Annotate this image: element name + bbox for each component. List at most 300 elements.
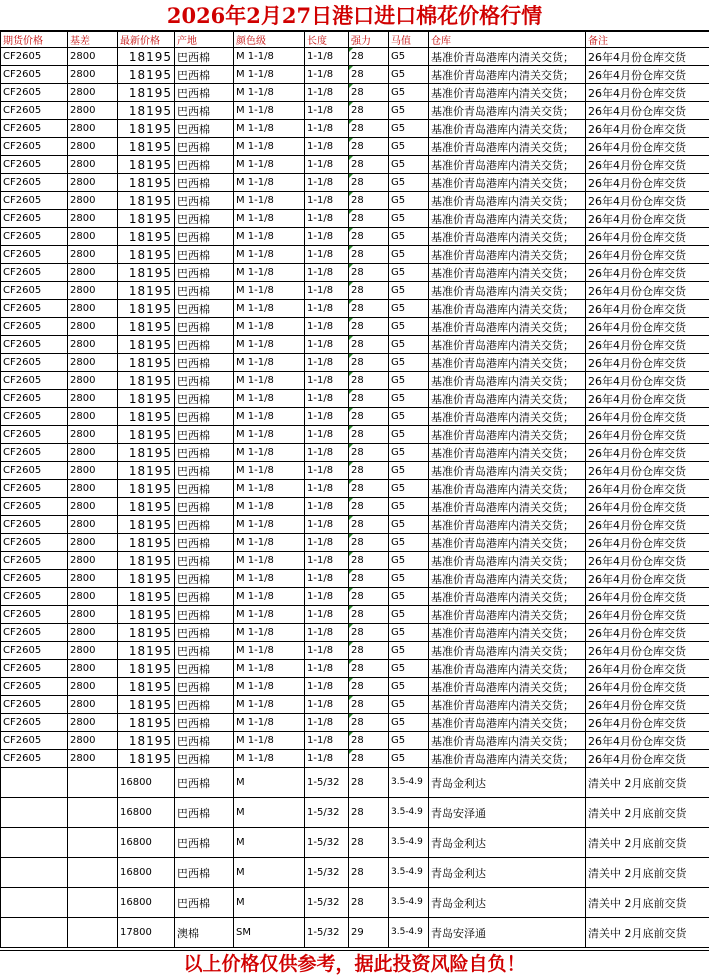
table-cell: CF2605 bbox=[1, 84, 68, 102]
table-cell: 巴西棉 bbox=[175, 354, 234, 372]
table-row bbox=[1, 498, 709, 516]
table-cell: 基准价青岛港库内清关交货； bbox=[429, 426, 586, 444]
table-cell: 2800 bbox=[68, 426, 118, 444]
table-cell: 1-1/8 bbox=[305, 426, 349, 444]
table-cell: G5 bbox=[389, 534, 429, 552]
table-cell: 2800 bbox=[68, 372, 118, 390]
table-cell: 1-1/8 bbox=[305, 264, 349, 282]
table-row bbox=[1, 156, 709, 174]
table-cell: 18195 bbox=[118, 102, 175, 120]
table-cell: G5 bbox=[389, 426, 429, 444]
table-cell: 18195 bbox=[118, 444, 175, 462]
table-cell: G5 bbox=[389, 192, 429, 210]
table-cell: 16800 bbox=[118, 858, 175, 888]
table-cell: 28 bbox=[349, 732, 389, 750]
table-cell: 1-1/8 bbox=[305, 318, 349, 336]
table-cell bbox=[1, 858, 68, 888]
table-cell: 28 bbox=[349, 336, 389, 354]
table-cell: CF2605 bbox=[1, 354, 68, 372]
table-cell: 1-1/8 bbox=[305, 462, 349, 480]
table-row bbox=[1, 228, 709, 246]
table-cell: 28 bbox=[349, 606, 389, 624]
table-cell: G5 bbox=[389, 624, 429, 642]
table-cell: 1-1/8 bbox=[305, 48, 349, 66]
table-cell: 巴西棉 bbox=[175, 138, 234, 156]
table-row bbox=[1, 714, 709, 732]
table-cell: 基准价青岛港库内清关交货； bbox=[429, 660, 586, 678]
table-cell: M 1-1/8 bbox=[234, 624, 305, 642]
table-cell: M bbox=[234, 768, 305, 798]
table-cell: 2800 bbox=[68, 246, 118, 264]
column-header: 期货价格 bbox=[1, 32, 68, 48]
table-cell: 26年4月份仓库交货 bbox=[586, 552, 709, 570]
table-cell: G5 bbox=[389, 462, 429, 480]
table-cell: 青岛安泽通 bbox=[429, 798, 586, 828]
table-cell: 3.5-4.9 bbox=[389, 768, 429, 798]
table-cell: 基准价青岛港库内清关交货； bbox=[429, 642, 586, 660]
table-cell: 基准价青岛港库内清关交货； bbox=[429, 750, 586, 768]
table-cell: 基准价青岛港库内清关交货； bbox=[429, 174, 586, 192]
table-row bbox=[1, 426, 709, 444]
table-cell: M 1-1/8 bbox=[234, 642, 305, 660]
table-cell: G5 bbox=[389, 570, 429, 588]
table-cell: 28 bbox=[349, 372, 389, 390]
table-cell: 1-1/8 bbox=[305, 732, 349, 750]
table-cell: 巴西棉 bbox=[175, 246, 234, 264]
table-cell: 1-5/32 bbox=[305, 888, 349, 918]
table-cell: 18195 bbox=[118, 426, 175, 444]
table-cell: 18195 bbox=[118, 228, 175, 246]
table-cell: M 1-1/8 bbox=[234, 138, 305, 156]
table-row bbox=[1, 408, 709, 426]
table-cell: 28 bbox=[349, 534, 389, 552]
table-cell: M 1-1/8 bbox=[234, 192, 305, 210]
table-cell: 18195 bbox=[118, 462, 175, 480]
table-cell: 基准价青岛港库内清关交货； bbox=[429, 84, 586, 102]
table-cell: G5 bbox=[389, 66, 429, 84]
table-cell: 16800 bbox=[118, 768, 175, 798]
table-row bbox=[1, 918, 709, 948]
table-cell: M bbox=[234, 888, 305, 918]
table-cell: 2800 bbox=[68, 138, 118, 156]
table-cell: 18195 bbox=[118, 390, 175, 408]
table-row bbox=[1, 120, 709, 138]
table-row bbox=[1, 534, 709, 552]
table-row bbox=[1, 390, 709, 408]
table-cell bbox=[68, 858, 118, 888]
table-cell: 1-1/8 bbox=[305, 714, 349, 732]
table-cell: 18195 bbox=[118, 354, 175, 372]
table-cell: M 1-1/8 bbox=[234, 606, 305, 624]
table-cell: 巴西棉 bbox=[175, 444, 234, 462]
table-row bbox=[1, 552, 709, 570]
table-row bbox=[1, 300, 709, 318]
table-cell: 18195 bbox=[118, 246, 175, 264]
table-cell: CF2605 bbox=[1, 624, 68, 642]
table-cell: 巴西棉 bbox=[175, 888, 234, 918]
price-table bbox=[0, 31, 709, 948]
table-cell: 18195 bbox=[118, 48, 175, 66]
table-row bbox=[1, 48, 709, 66]
table-cell: M 1-1/8 bbox=[234, 210, 305, 228]
table-cell: 1-5/32 bbox=[305, 918, 349, 948]
table-cell: 28 bbox=[349, 552, 389, 570]
table-cell: 28 bbox=[349, 174, 389, 192]
table-row bbox=[1, 462, 709, 480]
table-cell: 2800 bbox=[68, 48, 118, 66]
table-cell: 1-1/8 bbox=[305, 516, 349, 534]
table-cell: 1-1/8 bbox=[305, 282, 349, 300]
table-cell: M 1-1/8 bbox=[234, 318, 305, 336]
table-cell: CF2605 bbox=[1, 480, 68, 498]
table-cell: 26年4月份仓库交货 bbox=[586, 192, 709, 210]
table-cell: G5 bbox=[389, 372, 429, 390]
table-row bbox=[1, 642, 709, 660]
table-cell: 2800 bbox=[68, 552, 118, 570]
table-cell: M 1-1/8 bbox=[234, 120, 305, 138]
table-row bbox=[1, 66, 709, 84]
table-cell: G5 bbox=[389, 120, 429, 138]
table-cell: 26年4月份仓库交货 bbox=[586, 48, 709, 66]
table-cell: 2800 bbox=[68, 534, 118, 552]
table-cell: 26年4月份仓库交货 bbox=[586, 210, 709, 228]
table-row bbox=[1, 750, 709, 768]
table-cell: M 1-1/8 bbox=[234, 588, 305, 606]
table-cell: 巴西棉 bbox=[175, 696, 234, 714]
table-cell: 28 bbox=[349, 498, 389, 516]
table-cell: M 1-1/8 bbox=[234, 336, 305, 354]
column-header: 马值 bbox=[389, 32, 429, 48]
table-cell: 基准价青岛港库内清关交货； bbox=[429, 282, 586, 300]
table-cell: 2800 bbox=[68, 588, 118, 606]
table-cell: G5 bbox=[389, 228, 429, 246]
column-header: 颜色级 bbox=[234, 32, 305, 48]
table-row bbox=[1, 888, 709, 918]
table-cell: 28 bbox=[349, 48, 389, 66]
table-cell: G5 bbox=[389, 696, 429, 714]
table-cell: 青岛金利达 bbox=[429, 888, 586, 918]
table-cell: 28 bbox=[349, 642, 389, 660]
table-cell: M 1-1/8 bbox=[234, 696, 305, 714]
table-cell: 28 bbox=[349, 426, 389, 444]
table-cell: 2800 bbox=[68, 498, 118, 516]
table-cell: M 1-1/8 bbox=[234, 264, 305, 282]
table-cell: 2800 bbox=[68, 120, 118, 138]
table-cell: 清关中 2月底前交货 bbox=[586, 768, 709, 798]
table-cell: 2800 bbox=[68, 354, 118, 372]
table-cell bbox=[1, 918, 68, 948]
table-cell: G5 bbox=[389, 732, 429, 750]
table-cell: 2800 bbox=[68, 156, 118, 174]
table-cell bbox=[68, 828, 118, 858]
table-cell: 基准价青岛港库内清关交货； bbox=[429, 570, 586, 588]
table-cell: 巴西棉 bbox=[175, 732, 234, 750]
table-cell: 2800 bbox=[68, 714, 118, 732]
table-cell: 基准价青岛港库内清关交货； bbox=[429, 228, 586, 246]
table-cell: CF2605 bbox=[1, 192, 68, 210]
table-cell: M 1-1/8 bbox=[234, 246, 305, 264]
table-cell: G5 bbox=[389, 516, 429, 534]
table-cell: 1-1/8 bbox=[305, 246, 349, 264]
table-cell: 基准价青岛港库内清关交货； bbox=[429, 678, 586, 696]
table-cell: 巴西棉 bbox=[175, 678, 234, 696]
table-cell: 1-5/32 bbox=[305, 768, 349, 798]
table-cell: 2800 bbox=[68, 282, 118, 300]
table-cell: 2800 bbox=[68, 732, 118, 750]
table-cell: 18195 bbox=[118, 534, 175, 552]
table-cell: M 1-1/8 bbox=[234, 48, 305, 66]
table-cell: 18195 bbox=[118, 372, 175, 390]
table-cell bbox=[1, 828, 68, 858]
table-cell: 28 bbox=[349, 210, 389, 228]
table-cell: 26年4月份仓库交货 bbox=[586, 336, 709, 354]
table-cell: 清关中 2月底前交货 bbox=[586, 858, 709, 888]
table-cell: CF2605 bbox=[1, 264, 68, 282]
table-cell: CF2605 bbox=[1, 102, 68, 120]
table-cell: 基准价青岛港库内清关交货； bbox=[429, 498, 586, 516]
table-cell: 1-1/8 bbox=[305, 354, 349, 372]
table-cell: 28 bbox=[349, 300, 389, 318]
table-cell: 26年4月份仓库交货 bbox=[586, 732, 709, 750]
table-row bbox=[1, 696, 709, 714]
table-cell: 基准价青岛港库内清关交货； bbox=[429, 480, 586, 498]
table-row bbox=[1, 516, 709, 534]
table-cell: 2800 bbox=[68, 318, 118, 336]
table-cell: 26年4月份仓库交货 bbox=[586, 444, 709, 462]
table-cell: M 1-1/8 bbox=[234, 102, 305, 120]
table-row bbox=[1, 606, 709, 624]
table-cell: CF2605 bbox=[1, 282, 68, 300]
table-cell: G5 bbox=[389, 498, 429, 516]
table-cell: 2800 bbox=[68, 660, 118, 678]
table-cell: G5 bbox=[389, 714, 429, 732]
table-cell: M bbox=[234, 798, 305, 828]
table-cell: 青岛金利达 bbox=[429, 828, 586, 858]
table-cell: 28 bbox=[349, 102, 389, 120]
table-cell: 26年4月份仓库交货 bbox=[586, 354, 709, 372]
table-cell: 基准价青岛港库内清关交货； bbox=[429, 624, 586, 642]
table-cell: 16800 bbox=[118, 798, 175, 828]
table-cell: G5 bbox=[389, 588, 429, 606]
table-cell: G5 bbox=[389, 246, 429, 264]
table-cell: 清关中 2月底前交货 bbox=[586, 918, 709, 948]
table-cell: 18195 bbox=[118, 138, 175, 156]
table-cell: 基准价青岛港库内清关交货； bbox=[429, 318, 586, 336]
table-cell: 28 bbox=[349, 828, 389, 858]
table-cell: 26年4月份仓库交货 bbox=[586, 120, 709, 138]
table-cell: 29 bbox=[349, 918, 389, 948]
table-cell: 1-1/8 bbox=[305, 156, 349, 174]
table-cell: CF2605 bbox=[1, 300, 68, 318]
table-cell: M 1-1/8 bbox=[234, 660, 305, 678]
table-row bbox=[1, 678, 709, 696]
table-cell: 2800 bbox=[68, 174, 118, 192]
table-cell: 1-1/8 bbox=[305, 120, 349, 138]
table-cell: CF2605 bbox=[1, 318, 68, 336]
table-cell: 巴西棉 bbox=[175, 426, 234, 444]
table-cell: 28 bbox=[349, 696, 389, 714]
table-cell: 18195 bbox=[118, 660, 175, 678]
table-cell: 26年4月份仓库交货 bbox=[586, 570, 709, 588]
table-cell: 26年4月份仓库交货 bbox=[586, 228, 709, 246]
table-cell: 2800 bbox=[68, 606, 118, 624]
table-cell: 28 bbox=[349, 462, 389, 480]
table-cell: 26年4月份仓库交货 bbox=[586, 588, 709, 606]
table-cell: CF2605 bbox=[1, 696, 68, 714]
table-cell: 巴西棉 bbox=[175, 498, 234, 516]
column-header: 仓库 bbox=[429, 32, 586, 48]
table-cell bbox=[1, 798, 68, 828]
table-cell: 28 bbox=[349, 480, 389, 498]
disclaimer-footer: 以上价格仅供参考，据此投资风险自负！ bbox=[0, 950, 709, 977]
table-cell: 1-1/8 bbox=[305, 84, 349, 102]
table-cell: 1-1/8 bbox=[305, 102, 349, 120]
table-cell: 28 bbox=[349, 858, 389, 888]
table-cell: 28 bbox=[349, 570, 389, 588]
column-header: 备注 bbox=[586, 32, 709, 48]
table-row bbox=[1, 210, 709, 228]
table-cell: 1-1/8 bbox=[305, 606, 349, 624]
table-cell: 青岛金利达 bbox=[429, 768, 586, 798]
table-cell: G5 bbox=[389, 606, 429, 624]
table-cell: M 1-1/8 bbox=[234, 282, 305, 300]
table-cell: 巴西棉 bbox=[175, 480, 234, 498]
table-cell: CF2605 bbox=[1, 462, 68, 480]
table-cell: 28 bbox=[349, 444, 389, 462]
table-row bbox=[1, 336, 709, 354]
table-cell: CF2605 bbox=[1, 390, 68, 408]
column-header: 长度 bbox=[305, 32, 349, 48]
table-cell: 2800 bbox=[68, 678, 118, 696]
table-cell: CF2605 bbox=[1, 714, 68, 732]
table-cell: 巴西棉 bbox=[175, 462, 234, 480]
table-cell: 1-1/8 bbox=[305, 696, 349, 714]
table-cell: 1-1/8 bbox=[305, 300, 349, 318]
table-cell: G5 bbox=[389, 318, 429, 336]
table-cell: 26年4月份仓库交货 bbox=[586, 246, 709, 264]
table-cell: 1-1/8 bbox=[305, 372, 349, 390]
table-cell: 巴西棉 bbox=[175, 120, 234, 138]
table-cell: 巴西棉 bbox=[175, 516, 234, 534]
table-cell: CF2605 bbox=[1, 426, 68, 444]
table-cell: 28 bbox=[349, 282, 389, 300]
table-cell: 巴西棉 bbox=[175, 570, 234, 588]
table-cell: 28 bbox=[349, 84, 389, 102]
column-header: 产地 bbox=[175, 32, 234, 48]
table-cell: CF2605 bbox=[1, 210, 68, 228]
table-cell: M 1-1/8 bbox=[234, 156, 305, 174]
table-cell: CF2605 bbox=[1, 228, 68, 246]
table-cell: 基准价青岛港库内清关交货； bbox=[429, 210, 586, 228]
table-cell: G5 bbox=[389, 282, 429, 300]
table-cell: 26年4月份仓库交货 bbox=[586, 372, 709, 390]
table-cell: 26年4月份仓库交货 bbox=[586, 624, 709, 642]
table-cell: M 1-1/8 bbox=[234, 390, 305, 408]
table-cell: M 1-1/8 bbox=[234, 300, 305, 318]
table-cell: 基准价青岛港库内清关交货； bbox=[429, 246, 586, 264]
table-cell: 18195 bbox=[118, 174, 175, 192]
table-cell: M 1-1/8 bbox=[234, 552, 305, 570]
table-cell: 1-1/8 bbox=[305, 570, 349, 588]
table-cell: 18195 bbox=[118, 552, 175, 570]
table-cell: M 1-1/8 bbox=[234, 714, 305, 732]
table-cell: 基准价青岛港库内清关交货； bbox=[429, 264, 586, 282]
table-cell: 1-1/8 bbox=[305, 336, 349, 354]
table-cell: M 1-1/8 bbox=[234, 444, 305, 462]
table-cell: G5 bbox=[389, 660, 429, 678]
table-cell: 26年4月份仓库交货 bbox=[586, 462, 709, 480]
table-cell: 巴西棉 bbox=[175, 48, 234, 66]
table-cell: 26年4月份仓库交货 bbox=[586, 498, 709, 516]
table-cell: CF2605 bbox=[1, 246, 68, 264]
table-cell: M 1-1/8 bbox=[234, 228, 305, 246]
table-cell: 26年4月份仓库交货 bbox=[586, 138, 709, 156]
table-cell: 2800 bbox=[68, 444, 118, 462]
table-cell: M 1-1/8 bbox=[234, 732, 305, 750]
table-cell: 巴西棉 bbox=[175, 768, 234, 798]
table-cell: 18195 bbox=[118, 624, 175, 642]
table-cell bbox=[68, 918, 118, 948]
table-cell: 26年4月份仓库交货 bbox=[586, 426, 709, 444]
table-cell: 巴西棉 bbox=[175, 372, 234, 390]
table-cell: 1-1/8 bbox=[305, 174, 349, 192]
table-cell: 28 bbox=[349, 660, 389, 678]
table-cell: G5 bbox=[389, 750, 429, 768]
table-cell: G5 bbox=[389, 408, 429, 426]
table-cell: 基准价青岛港库内清关交货； bbox=[429, 102, 586, 120]
table-cell: 巴西棉 bbox=[175, 210, 234, 228]
table-cell: 1-1/8 bbox=[305, 750, 349, 768]
table-cell: G5 bbox=[389, 102, 429, 120]
table-cell: 18195 bbox=[118, 642, 175, 660]
table-cell: 基准价青岛港库内清关交货； bbox=[429, 372, 586, 390]
table-row bbox=[1, 768, 709, 798]
table-cell: 18195 bbox=[118, 480, 175, 498]
table-cell: M 1-1/8 bbox=[234, 480, 305, 498]
table-cell: 28 bbox=[349, 678, 389, 696]
table-cell: 清关中 2月底前交货 bbox=[586, 888, 709, 918]
table-row bbox=[1, 732, 709, 750]
table-row bbox=[1, 798, 709, 828]
table-cell: 26年4月份仓库交货 bbox=[586, 480, 709, 498]
table-cell: 巴西棉 bbox=[175, 534, 234, 552]
table-cell: 28 bbox=[349, 888, 389, 918]
table-cell: SM bbox=[234, 918, 305, 948]
table-cell: 3.5-4.9 bbox=[389, 888, 429, 918]
table-cell: 基准价青岛港库内清关交货； bbox=[429, 390, 586, 408]
table-cell: G5 bbox=[389, 156, 429, 174]
table-cell: 1-5/32 bbox=[305, 798, 349, 828]
table-cell: 18195 bbox=[118, 732, 175, 750]
table-cell: 1-5/32 bbox=[305, 828, 349, 858]
table-cell: 28 bbox=[349, 192, 389, 210]
table-cell: 基准价青岛港库内清关交货； bbox=[429, 714, 586, 732]
table-cell: 26年4月份仓库交货 bbox=[586, 66, 709, 84]
table-cell: 3.5-4.9 bbox=[389, 918, 429, 948]
table-row bbox=[1, 192, 709, 210]
table-cell: M 1-1/8 bbox=[234, 426, 305, 444]
table-cell: 28 bbox=[349, 750, 389, 768]
table-cell: 巴西棉 bbox=[175, 336, 234, 354]
table-row bbox=[1, 480, 709, 498]
table-cell: 26年4月份仓库交货 bbox=[586, 282, 709, 300]
table-cell: CF2605 bbox=[1, 498, 68, 516]
table-cell: 1-1/8 bbox=[305, 498, 349, 516]
table-cell: 基准价青岛港库内清关交货； bbox=[429, 516, 586, 534]
table-cell: 清关中 2月底前交货 bbox=[586, 798, 709, 828]
table-cell: 巴西棉 bbox=[175, 642, 234, 660]
table-row bbox=[1, 84, 709, 102]
